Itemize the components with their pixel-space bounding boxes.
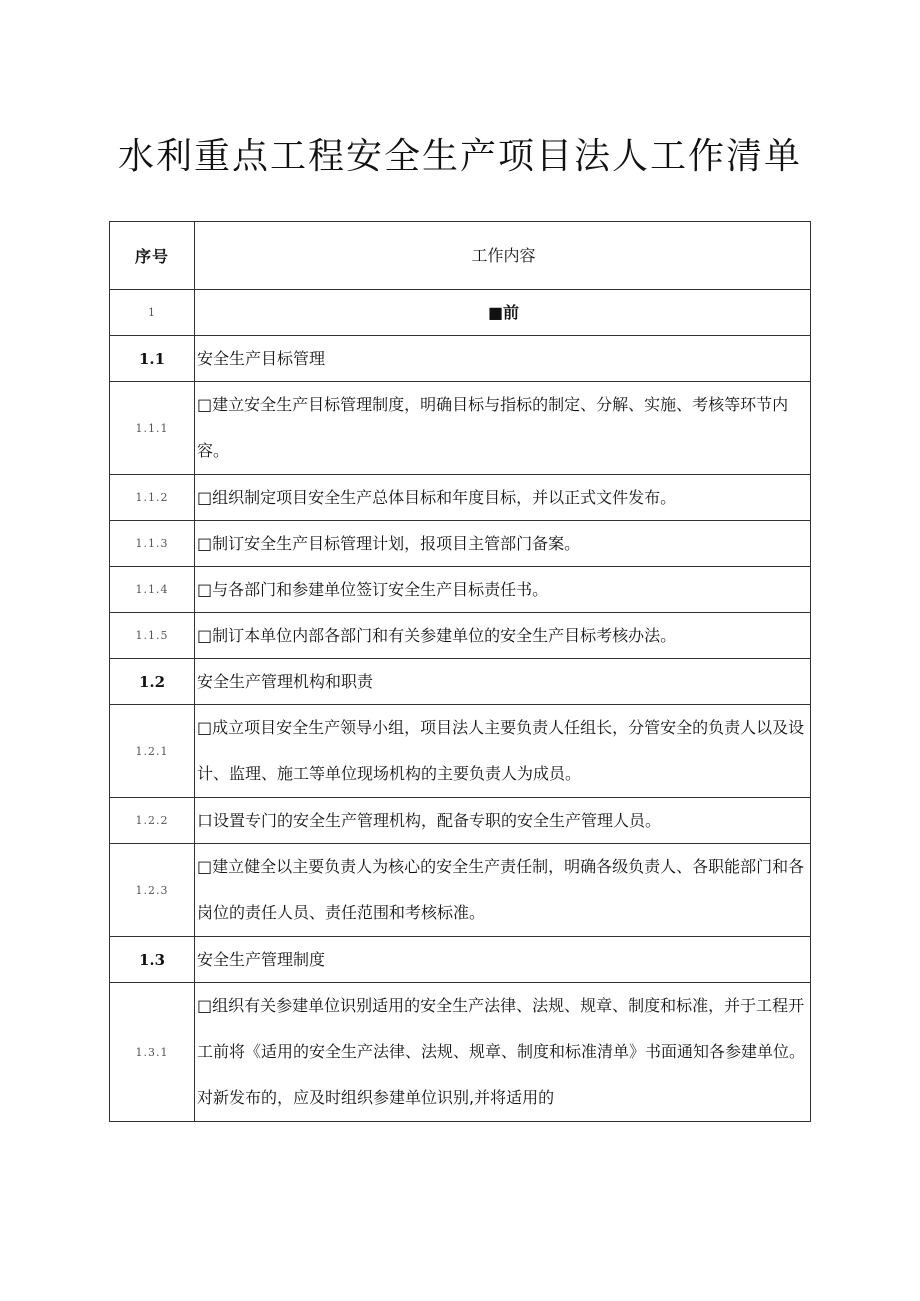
row-num: 1.1.2 — [110, 475, 195, 521]
table-row — [110, 983, 811, 1122]
row-num: 1.3.1 — [110, 983, 195, 1122]
row-num: 1.1.1 — [110, 382, 195, 475]
table-row — [110, 659, 811, 705]
table-row — [110, 521, 811, 567]
row-text: □制订安全生产目标管理计划，报项目主管部门备案。 — [195, 521, 811, 567]
row-num: 1.3 — [110, 937, 195, 983]
row-text: □与各部门和参建单位签订安全生产目标责任书。 — [195, 567, 811, 613]
row-text: 安全生产管理机构和职责 — [195, 659, 811, 705]
row-text: □建立健全以主要负责人为核心的安全生产责任制，明确各级负责人、各职能部门和各岗位的责任人员、责任范围和考核标准。 — [195, 844, 811, 937]
document-title: 水利重点工程安全生产项目法人工作清单 — [117, 136, 802, 177]
row-num: 1.2.1 — [110, 705, 195, 798]
header-num: 序号 — [110, 222, 195, 290]
row-text: □组织制定项目安全生产总体目标和年度目标，并以正式文件发布。 — [195, 475, 811, 521]
table-row — [110, 290, 811, 336]
table-row — [110, 798, 811, 844]
row-num: 1.2.2 — [110, 798, 195, 844]
table-row — [110, 937, 811, 983]
header-content: 工作内容 — [195, 222, 811, 290]
row-text: ■前 — [195, 290, 811, 336]
row-num: 1.1.5 — [110, 613, 195, 659]
row-num: 1.1 — [110, 336, 195, 382]
table-row — [110, 844, 811, 937]
row-num: 1.1.4 — [110, 567, 195, 613]
row-text: □制订本单位内部各部门和有关参建单位的安全生产目标考核办法。 — [195, 613, 811, 659]
table-row — [110, 336, 811, 382]
row-num: 1 — [110, 290, 195, 336]
row-text: □成立项目安全生产领导小组，项目法人主要负责人任组长，分管安全的负责人以及设计、监理、施工等单位现场机构的主要负责人为成员。 — [195, 705, 811, 798]
table-row — [110, 567, 811, 613]
table-row — [110, 475, 811, 521]
row-text: 口设置专门的安全生产管理机构，配备专职的安全生产管理人员。 — [195, 798, 811, 844]
row-text: 安全生产目标管理 — [195, 336, 811, 382]
work-list-table — [109, 221, 811, 1122]
row-text: □组织有关参建单位识别适用的安全生产法律、法规、规章、制度和标准，并于工程开工前将《适用的安全生产法律、法规、规章、制度和标准清单》书面通知各参建单位。对新发布的，应及时组织参建单位识别,并将适用的 — [195, 983, 811, 1122]
table-row — [110, 613, 811, 659]
row-num: 1.2.3 — [110, 844, 195, 937]
row-num: 1.2 — [110, 659, 195, 705]
table-row — [110, 705, 811, 798]
row-text: 安全生产管理制度 — [195, 937, 811, 983]
row-num: 1.1.3 — [110, 521, 195, 567]
table-row — [110, 382, 811, 475]
row-text: □建立安全生产目标管理制度，明确目标与指标的制定、分解、实施、考核等环节内容。 — [195, 382, 811, 475]
table-header-row — [110, 222, 811, 290]
